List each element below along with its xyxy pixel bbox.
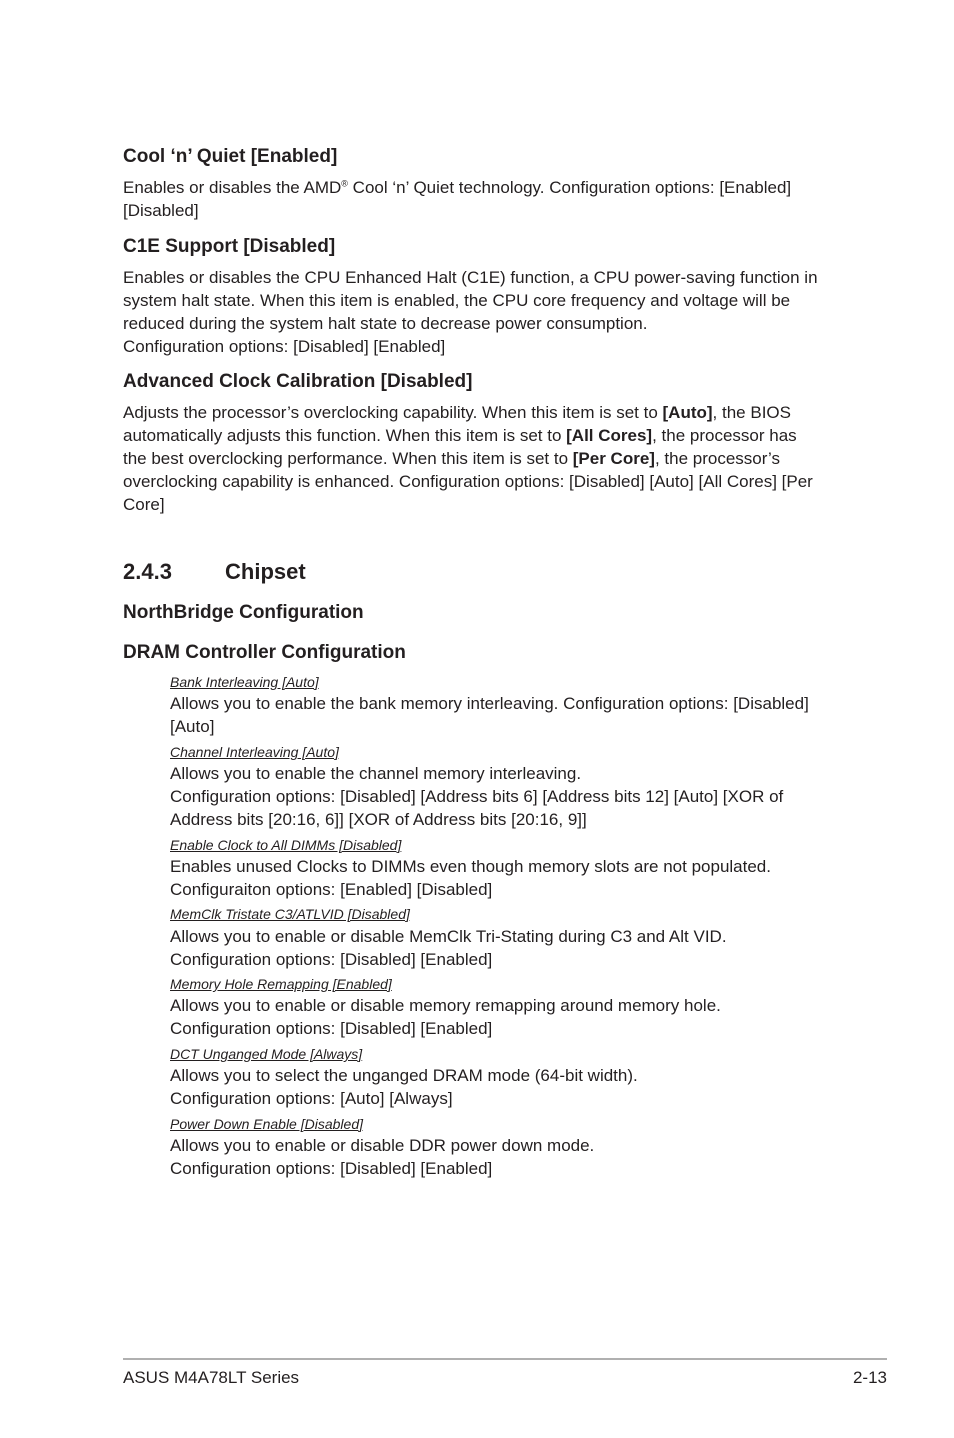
bank-interleaving-title: Bank Interleaving [Auto] [170, 674, 319, 690]
memclk-tristate-line-2: Configuration options: [Disabled] [Enabled] [170, 950, 493, 969]
memory-hole-line-1: Allows you to enable or disable memory remapping around memory hole. [170, 996, 721, 1015]
channel-interleaving-line-2: Configuration options: [Disabled] [Address bits 6] [Address bits 12] [Auto] [XOR of Address bits [20:16, 6]] [XOR of Address bits [20:16, 9]] [170, 787, 784, 829]
acc-text-4: , the processor’s overclocking capability is enhanced. Configuration options: [Disabled] [Auto] [All Cores] [Per Core] [123, 449, 813, 514]
acc-text-1: Adjusts the processor’s overclocking capability. When this item is set to [123, 403, 663, 422]
memory-hole-title: Memory Hole Remapping [Enabled] [170, 976, 392, 992]
memory-hole-line-2: Configuration options: [Disabled] [Enabled] [170, 1019, 493, 1038]
channel-interleaving-title: Channel Interleaving [Auto] [170, 744, 339, 760]
cool-quiet-heading: Cool ‘n’ Quiet [Enabled] [123, 146, 338, 167]
power-down-description [170, 1134, 830, 1180]
dram-heading: DRAM Controller Configuration [123, 642, 406, 663]
power-down-line-1: Allows you to enable or disable DDR power down mode. [170, 1136, 595, 1155]
channel-interleaving-line-1: Allows you to enable the channel memory interleaving. [170, 764, 582, 783]
acc-text-2: , the BIOS automatically adjusts this function. When this item is set to [123, 403, 791, 445]
dct-unganged-line-1: Allows you to select the unganged DRAM mode (64-bit width). [170, 1066, 638, 1085]
acc-bold-auto: [Auto] [662, 403, 713, 422]
cool-quiet-text-2: Cool ‘n’ Quiet technology. Configuration options: [Enabled] [Disabled] [123, 178, 792, 220]
acc-description [123, 401, 813, 516]
memory-hole-description [170, 994, 830, 1040]
acc-bold-per-core: [Per Core] [572, 449, 655, 468]
memclk-tristate-line-1: Allows you to enable or disable MemClk Tri-Stating during C3 and Alt VID. [170, 927, 727, 946]
northbridge-heading: NorthBridge Configuration [123, 602, 364, 623]
memclk-tristate-description [170, 925, 830, 971]
acc-heading: Advanced Clock Calibration [Disabled] [123, 371, 473, 392]
dct-unganged-title: DCT Unganged Mode [Always] [170, 1046, 363, 1062]
c1e-options: Configuration options: [Disabled] [Enabled] [123, 337, 446, 356]
clock-dimms-title: Enable Clock to All DIMMs [Disabled] [170, 837, 402, 853]
power-down-title: Power Down Enable [Disabled] [170, 1116, 363, 1132]
clock-dimms-line-2: Configuraiton options: [Enabled] [Disabled] [170, 880, 493, 899]
footer-page-number: 2-13 [852, 1368, 887, 1387]
c1e-text: Enables or disables the CPU Enhanced Halt (C1E) function, a CPU power-saving function in system halt state. When this item is enabled, the CPU core frequency and voltage will be reduced during the system halt state to decrease power consumption. [123, 268, 818, 333]
cool-quiet-description [123, 176, 823, 222]
section-title: Chipset [225, 559, 306, 584]
section-heading [123, 558, 306, 586]
channel-interleaving-description [170, 762, 830, 831]
c1e-heading: C1E Support [Disabled] [123, 236, 336, 257]
footer-product-name: ASUS M4A78LT Series [123, 1368, 300, 1387]
dct-unganged-line-2: Configuration options: [Auto] [Always] [170, 1089, 453, 1108]
clock-dimms-line-1: Enables unused Clocks to DIMMs even though memory slots are not populated. [170, 857, 771, 876]
clock-dimms-description [170, 855, 830, 901]
bank-interleaving-description: Allows you to enable the bank memory interleaving. Configuration options: [Disabled] [Auto] [170, 694, 809, 736]
acc-bold-all-cores: [All Cores] [566, 426, 653, 445]
c1e-description [123, 266, 828, 358]
power-down-line-2: Configuration options: [Disabled] [Enabled] [170, 1159, 493, 1178]
cool-quiet-text-1: Enables or disables the AMD [123, 178, 342, 197]
registered-mark: ® [341, 178, 348, 189]
memclk-tristate-title: MemClk Tristate C3/ATLVID [Disabled] [170, 906, 410, 922]
section-number: 2.4.3 [123, 559, 172, 584]
acc-text-3: , the processor has the best overclocking performance. When this item is set to [123, 426, 797, 468]
footer-rule [123, 1358, 887, 1360]
dct-unganged-description [170, 1064, 830, 1110]
